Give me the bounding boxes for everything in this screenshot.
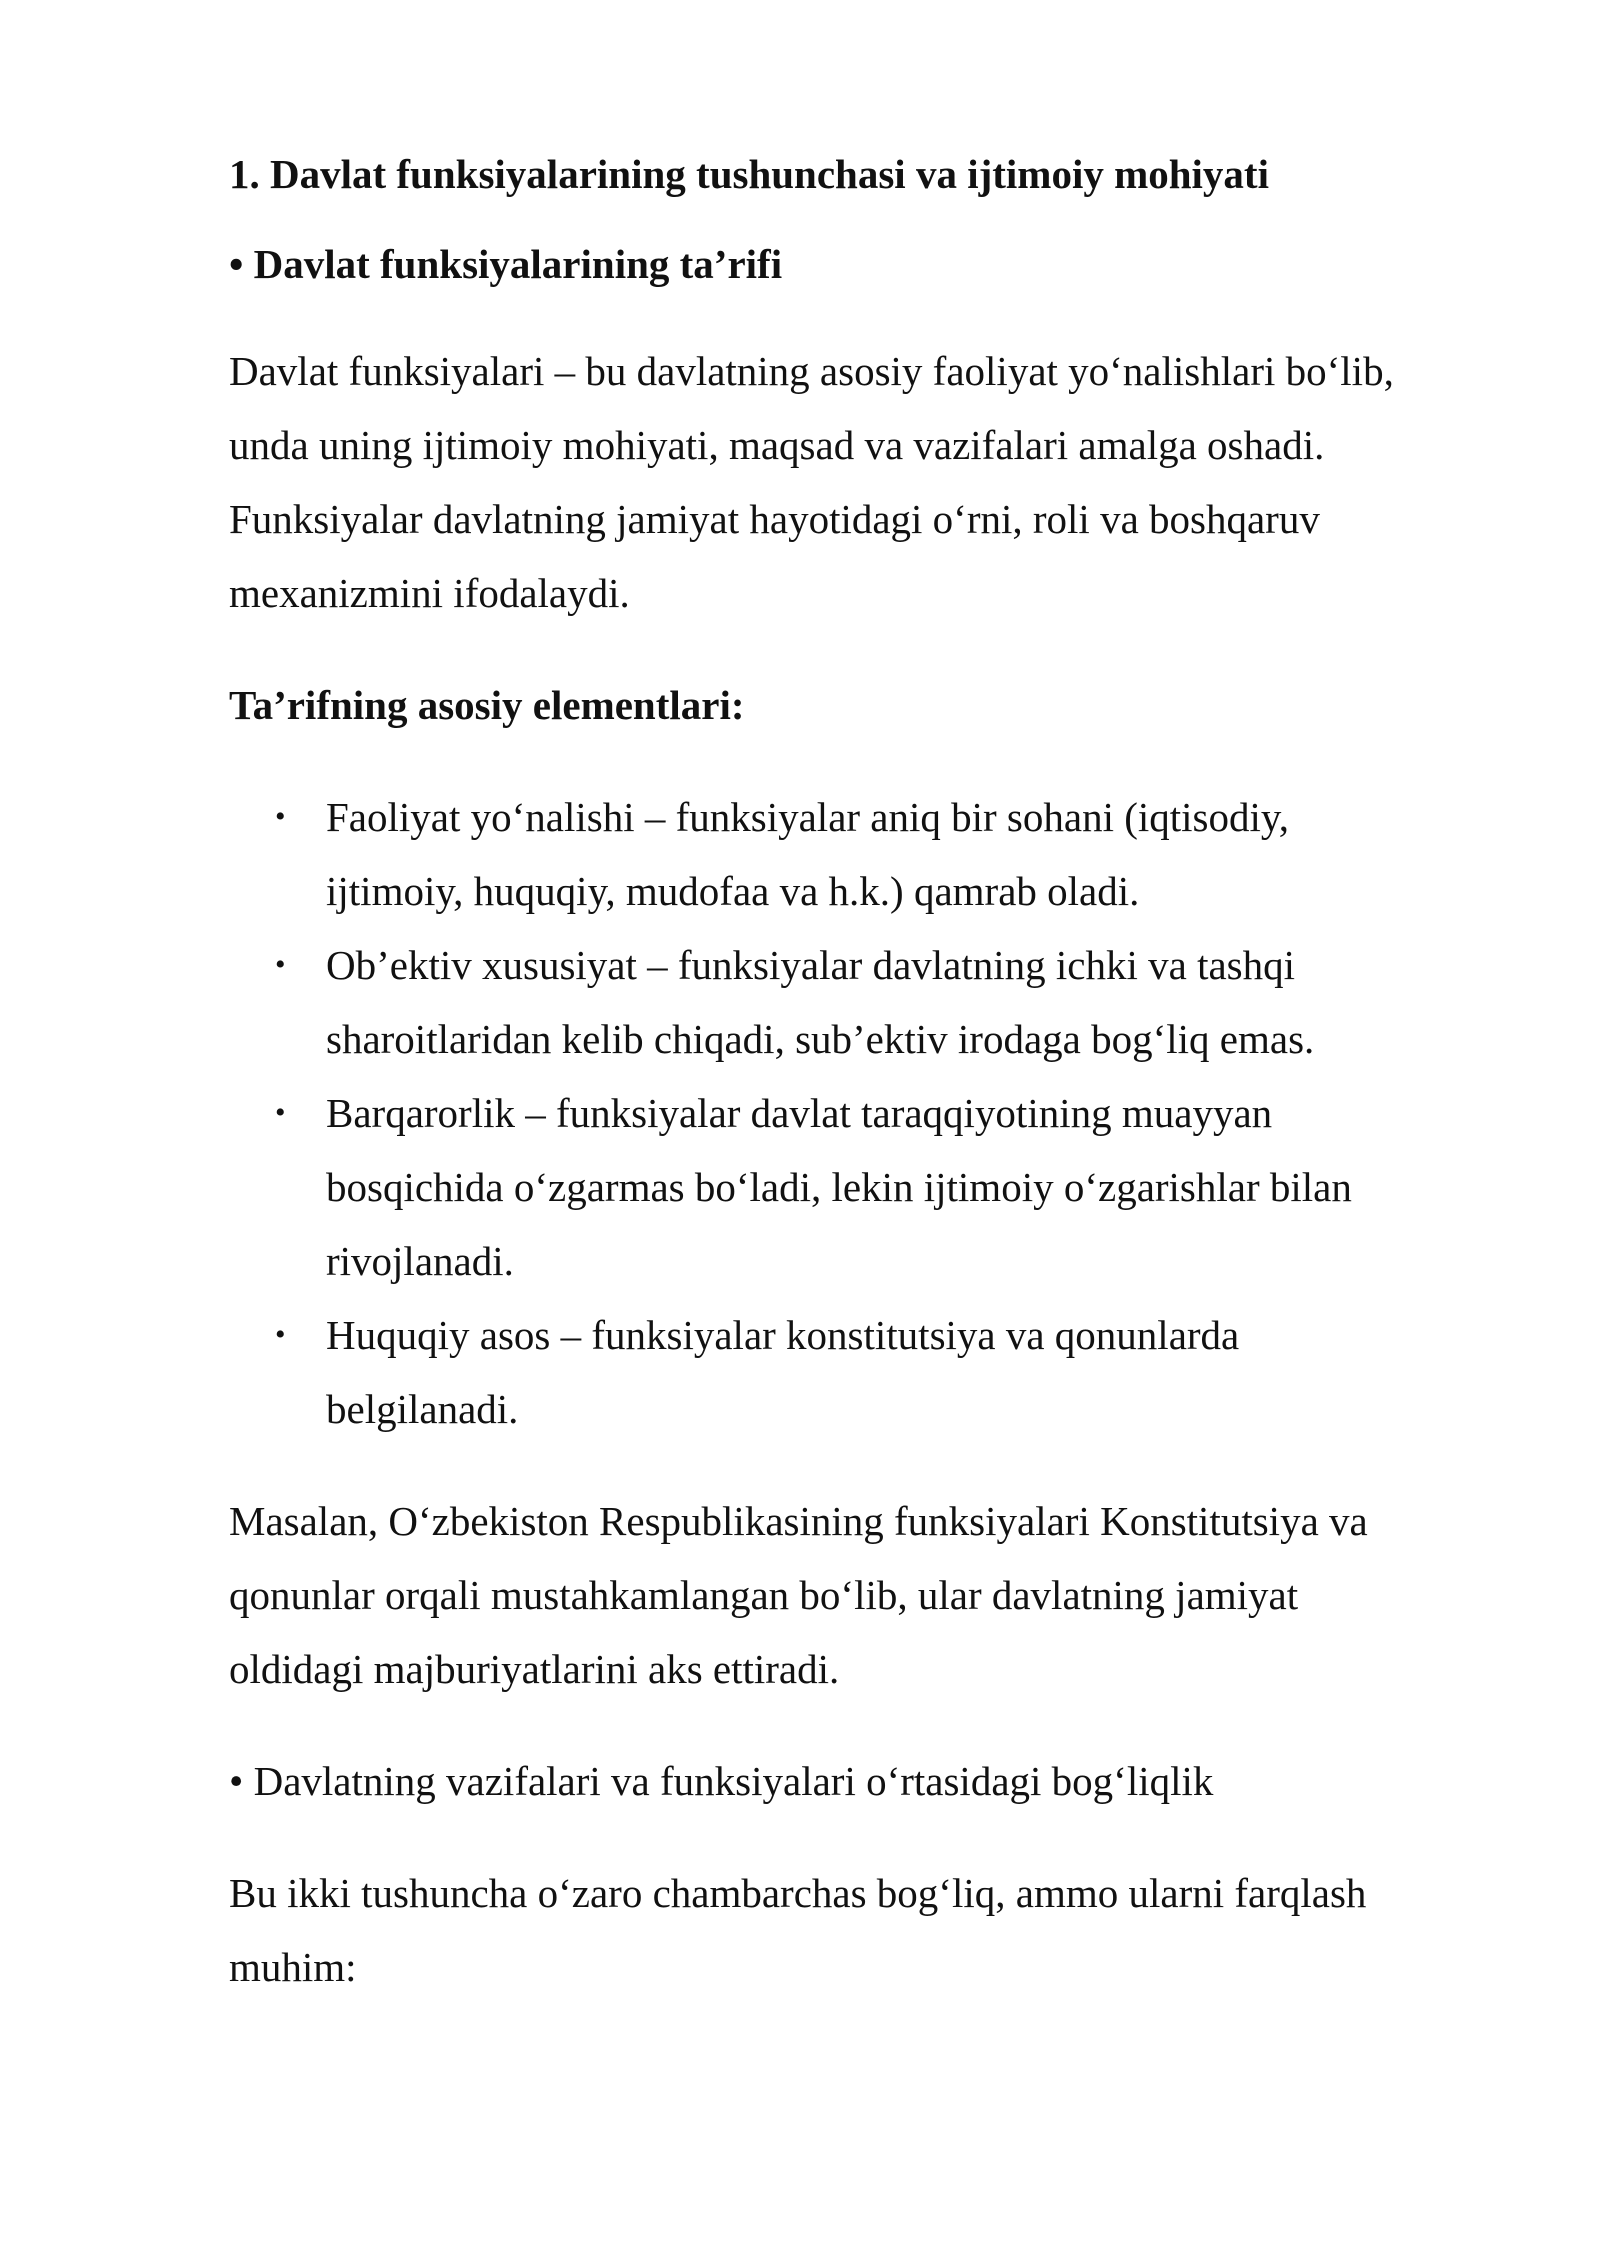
text-line: oldidagi majburiyatlarini aks ettiradi.: [229, 1646, 840, 1692]
text-line: ijtimoiy, huquqiy, mudofaa va h.k.) qamrab oladi.: [326, 868, 1140, 914]
list-item: [229, 780, 1469, 928]
bullet-icon: •: [275, 1096, 286, 1129]
text-line: Funksiyalar davlatning jamiyat hayotidagi o‘rni, roli va boshqaruv: [229, 496, 1320, 542]
list-item: [229, 1076, 1469, 1298]
bullet-icon: •: [275, 948, 286, 981]
text-line: Faoliyat yo‘nalishi – funksiyalar aniq bir sohani (iqtisodiy,: [326, 794, 1289, 840]
elements-list: [229, 780, 1469, 1446]
text-line: Bu ikki tushuncha o‘zaro chambarchas bog‘liq, ammo ularni farqlash: [229, 1870, 1367, 1916]
section-title: 1. Davlat funksiyalarining tushunchasi va ijtimoiy mohiyati: [229, 151, 1269, 197]
bullet-icon: •: [275, 1318, 286, 1351]
text-line: unda uning ijtimoiy mohiyati, maqsad va vazifalari amalga oshadi.: [229, 422, 1325, 468]
relation-heading: • Davlatning vazifalari va funksiyalari o‘rtasidagi bog‘liqlik: [229, 1758, 1214, 1804]
elements-heading: Ta’rifning asosiy elementlari:: [229, 682, 745, 728]
text-line: Davlat funksiyalari – bu davlatning asosiy faoliyat yo‘nalishlari bo‘lib,: [229, 348, 1394, 394]
text-line: belgilanadi.: [326, 1386, 519, 1432]
definition-paragraph: [229, 334, 1469, 630]
text-line: mexanizmini ifodalaydi.: [229, 570, 630, 616]
text-line: Barqarorlik – funksiyalar davlat taraqqiyotining muayyan: [326, 1090, 1273, 1136]
subsection-title: • Davlat funksiyalarining ta’rifi: [229, 241, 783, 287]
text-line: Ob’ektiv xususiyat – funksiyalar davlatning ichki va tashqi: [326, 942, 1296, 988]
relation-paragraph: [229, 1856, 1469, 2004]
bullet-icon: •: [275, 800, 286, 833]
text-line: rivojlanadi.: [326, 1238, 514, 1284]
list-item: [229, 928, 1469, 1076]
list-item: [229, 1298, 1469, 1446]
text-line: qonunlar orqali mustahkamlangan bo‘lib, ular davlatning jamiyat: [229, 1572, 1299, 1618]
document-content: [229, 146, 1469, 2004]
text-line: Huquqiy asos – funksiyalar konstitutsiya va qonunlarda: [326, 1312, 1240, 1358]
text-line: bosqichida o‘zgarmas bo‘ladi, lekin ijtimoiy o‘zgarishlar bilan: [326, 1164, 1352, 1210]
text-line: Masalan, O‘zbekiston Respublikasining funksiyalari Konstitutsiya va: [229, 1498, 1368, 1544]
text-line: muhim:: [229, 1944, 357, 1990]
example-paragraph: [229, 1484, 1469, 1706]
text-line: sharoitlaridan kelib chiqadi, sub’ektiv irodaga bog‘liq emas.: [326, 1016, 1315, 1062]
